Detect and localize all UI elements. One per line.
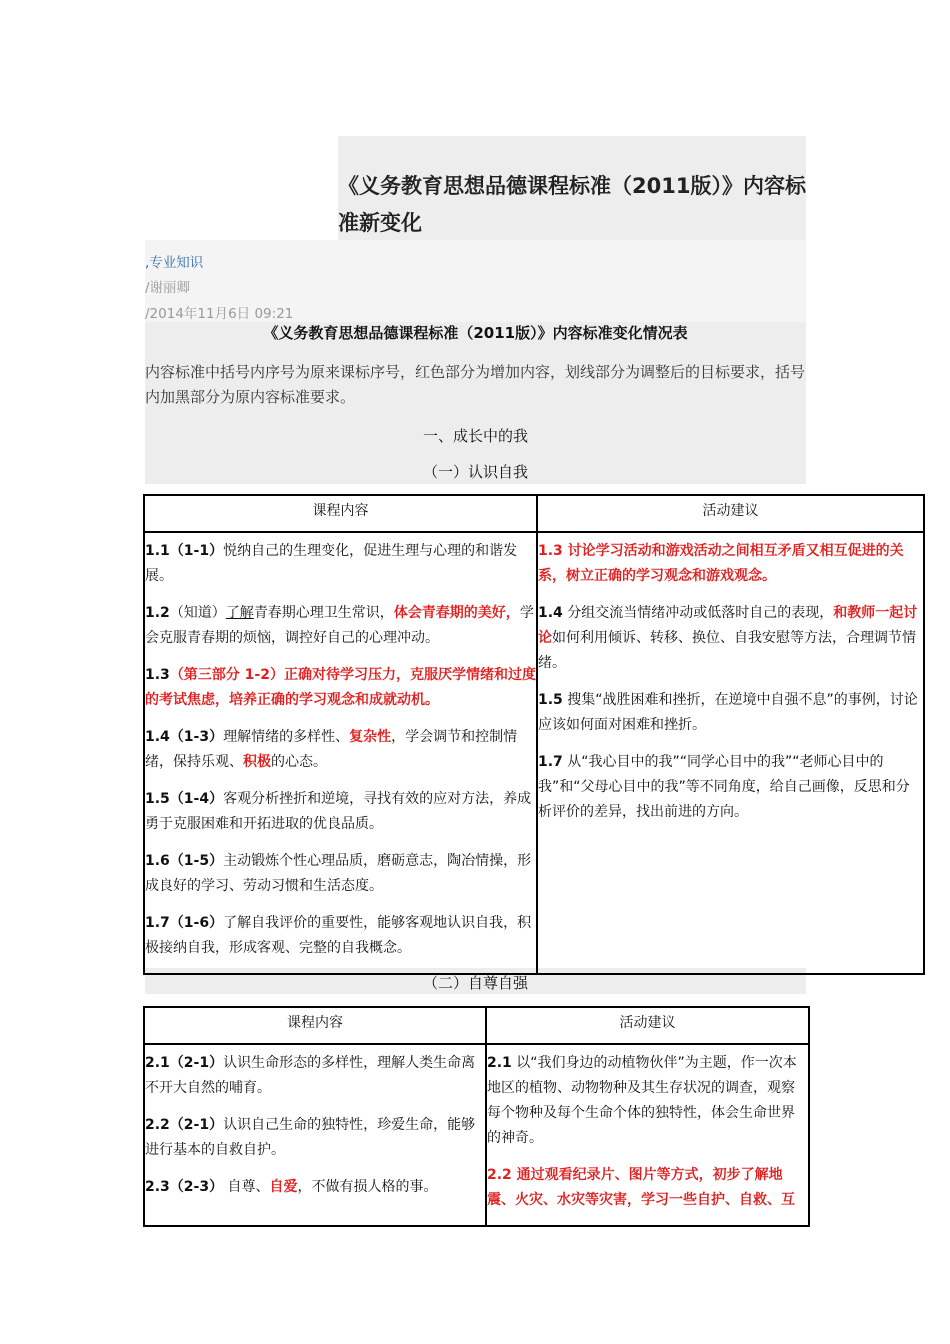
activity-item-1-4: 1.4 分组交流当情绪冲动或低落时自己的表现，和教师一起讨论如何利用倾诉、转移、换位、自我安慰等方法，合理调节情绪。 [538,605,918,671]
content-item-1-7: 1.7（1-6）了解自我评价的重要性，能够客观地认识自我，积极接纳自我，形成客观、完整的自我概念。 [145,915,532,956]
table1-activity-cell [537,532,924,974]
content-item-2-3: 2.3（2-3） 自尊、自爱，不做有损人格的事。 [145,1179,438,1195]
table1-content-cell [144,532,537,974]
table-subtitle: 《义务教育思想品德课程标准（2011版）》内容标准变化情况表 [263,324,688,342]
content-item-2-2: 2.2（2-1）认识自己生命的独特性，珍爱生命，能够进行基本的自救自护。 [145,1117,476,1158]
table2-header-activity: 活动建议 [486,1007,809,1044]
page-title: 《义务教育思想品德课程标准（2011版）》内容标准新变化 [338,174,806,235]
sub1-heading: （一）认识自我 [422,463,528,481]
content-item-1-2: 1.2（知道）了解青春期心理卫生常识，体会青春期的美好，学会克服青春期的烦恼，调控好自己的心理冲动。 [145,605,534,646]
content-item-1-1: 1.1（1-1）悦纳自己的生理变化，促进生理与心理的和谐发展。 [145,543,518,584]
table2-activity-cell [486,1044,809,1226]
content-item-1-5: 1.5（1-4）客观分析挫折和逆境，寻找有效的应对方法，养成勇于克服困难和开拓进取的优良品质。 [145,791,532,832]
sub2-heading: （二）自尊自强 [422,974,528,992]
table1-header-activity: 活动建议 [537,495,924,532]
table-self-esteem [143,1006,810,1227]
table2-content-cell [144,1044,486,1226]
intro-paragraph: 内容标准中括号内序号为原来课标序号，红色部分为增加内容，划线部分为调整后的目标要求，括号内加黑部分为原内容标准要求。 [145,363,806,406]
table1-header-content: 课程内容 [144,495,537,532]
section1-heading: 一、成长中的我 [422,427,528,445]
content-item-1-3: 1.3（第三部分 1-2）正确对待学习压力，克服厌学情绪和过度的考试焦虑，培养正确的学习观念和成就动机。 [145,667,536,708]
activity-item-1-5: 1.5 搜集“战胜困难和挫折，在逆境中自强不息”的事例，讨论应该如何面对困难和挫折。 [538,692,918,733]
activity-item-1-7: 1.7 从“我心目中的我”“同学心目中的我”“老师心目中的我”和“父母心目中的我”等不同角度，给自己画像，反思和分析评价的差异，找出前进的方向。 [538,754,910,820]
table2-header-content: 课程内容 [144,1007,486,1044]
table-self-knowledge [143,494,925,975]
activity-item-2-1: 2.1 以“我们身边的动植物伙伴”为主题，作一次本地区的植物、动物物种及其生存状况的调查，观察每个物种及每个生命个体的独特性，体会生命世界的神奇。 [487,1055,797,1146]
content-item-1-6: 1.6（1-5）主动锻炼个性心理品质，磨砺意志，陶冶情操，形成良好的学习、劳动习惯和生活态度。 [145,853,532,894]
activity-item-2-2: 2.2 通过观看纪录片、图片等方式，初步了解地震、火灾、水灾等灾害，学习一些自护、自救、互 [487,1167,795,1208]
author-text: /谢丽卿 [145,280,191,296]
content-item-1-4: 1.4（1-3）理解情绪的多样性、复杂性，学会调节和控制情绪，保持乐观、积极的心态。 [145,729,518,770]
activity-item-1-3: 1.3 讨论学习活动和游戏活动之间相互矛盾又相互促进的关系，树立正确的学习观念和游戏观念。 [538,543,904,584]
category-link[interactable]: ,专业知识 [145,255,204,271]
content-item-2-1: 2.1（2-1）认识生命形态的多样性，理解人类生命离不开大自然的哺育。 [145,1055,476,1096]
date-text: /2014年11月6日 09:21 [145,306,294,322]
